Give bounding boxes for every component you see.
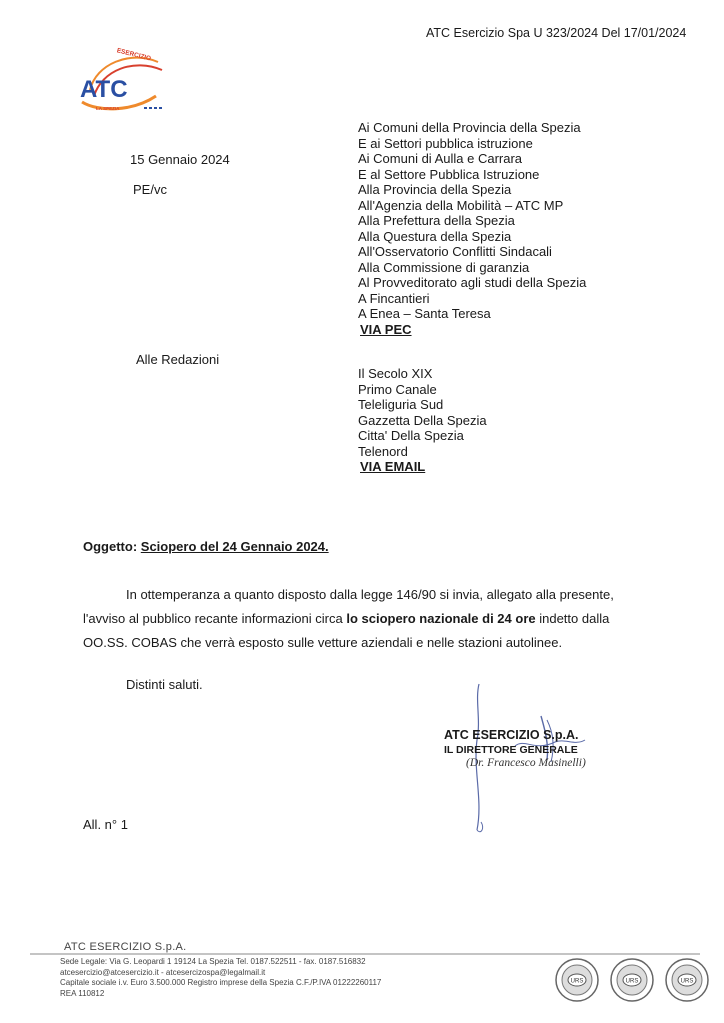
recipient-line: Alla Provincia della Spezia (358, 182, 512, 197)
recipient-line: Alla Questura della Spezia (358, 228, 512, 244)
cert-seal-text: URS (680, 978, 694, 985)
recipient-line: E al Settore Pubblica Istruzione (358, 166, 540, 182)
cert-seal-text: URS (625, 978, 639, 985)
media-label: Alle Redazioni (136, 352, 220, 367)
footer-info (60, 957, 381, 999)
recipient-line: All'Agenzia della Mobilità – ATC MP (358, 197, 564, 213)
logo-sub-text: LA SPEZIA (96, 106, 120, 111)
body-text-segment: indetto dalla (535, 611, 610, 626)
recipient-list (358, 120, 586, 337)
cert-seal-icon (666, 959, 708, 1001)
body-line: OO.SS. COBAS che verrà esposto sulle vetture aziendali e nelle stazioni autolinee. (83, 635, 563, 650)
media-line: Gazzetta Della Spezia (358, 412, 487, 428)
recipient-line: Ai Comuni della Provincia della Spezia (358, 120, 581, 135)
protocol-number: ATC Esercizio Spa U 323/2024 Del 17/01/2024 (426, 26, 687, 40)
signature-block (444, 728, 614, 769)
signature-name: (Dr. Francesco Masinelli) (466, 757, 586, 769)
body-text-segment: l'avviso al pubblico recante informazioni circa (83, 611, 347, 626)
subject-line (83, 539, 329, 554)
atc-logo (72, 46, 172, 118)
signature-role: IL DIRETTORE GENERALE (444, 744, 578, 756)
cert-seal-text: URS (570, 978, 584, 985)
logo-arc-text: ESERCIZIO (115, 47, 152, 63)
media-line: Il Secolo XIX (358, 366, 433, 381)
recipient-line: A Enea – Santa Teresa (358, 306, 491, 321)
media-line: Telenord (358, 443, 408, 459)
footer-line: Sede Legale: Via G. Leopardi 1 19124 La Spezia Tel. 0187.522511 - fax. 0187.516832 (60, 957, 366, 966)
footer-company: ATC ESERCIZIO S.p.A. (60, 941, 191, 953)
signature-company: ATC ESERCIZIO S.p.A. (444, 728, 579, 742)
certification-seals (552, 955, 712, 1005)
media-list (358, 366, 487, 475)
cert-seal-icon (611, 959, 653, 1001)
body-line (83, 607, 643, 631)
subject-label: Oggetto: (83, 539, 138, 554)
logo-main-text: ATC (80, 76, 128, 103)
attachments-note: All. n° 1 (83, 817, 128, 832)
recipient-line: A Fincantieri (358, 290, 430, 306)
via-email-label: VIA EMAIL (360, 459, 426, 474)
recipient-line: All'Osservatorio Conflitti Sindacali (358, 244, 552, 259)
media-line: Citta' Della Spezia (358, 428, 464, 443)
body-bold-segment: lo sciopero nazionale di 24 ore (346, 611, 536, 626)
footer-line: Capitale sociale i.v. Euro 3.500.000 Registro imprese della Spezia C.F./P.IVA 01222260117 (60, 978, 382, 987)
closing-greeting: Distinti saluti. (126, 677, 203, 692)
cert-seal-icon (556, 959, 598, 1001)
media-line: Teleliguria Sud (358, 397, 444, 412)
letter-date: 15 Gennaio 2024 (130, 152, 230, 167)
letter-reference: PE/vc (133, 182, 167, 197)
recipient-line: E ai Settori pubblica istruzione (358, 135, 533, 151)
via-pec-label: VIA PEC (360, 321, 412, 337)
footer-line: atcesercizio@atcesercizio.it - atcesercizospa@legalmail.it (60, 967, 266, 977)
letter-body (83, 583, 643, 655)
media-line: Primo Canale (358, 381, 437, 397)
recipient-line: Alla Prefettura della Spezia (358, 213, 515, 228)
recipient-line: Ai Comuni di Aulla e Carrara (358, 151, 523, 166)
body-line: In ottemperanza a quanto disposto dalla legge 146/90 si invia, allegato alla presente, (126, 587, 614, 602)
recipient-line: Alla Commissione di garanzia (358, 259, 530, 275)
subject-text: Sciopero del 24 Gennaio 2024. (140, 539, 329, 554)
recipient-line: Al Provveditorato agli studi della Spezia (358, 275, 587, 290)
footer-line: REA 110812 (60, 988, 105, 998)
